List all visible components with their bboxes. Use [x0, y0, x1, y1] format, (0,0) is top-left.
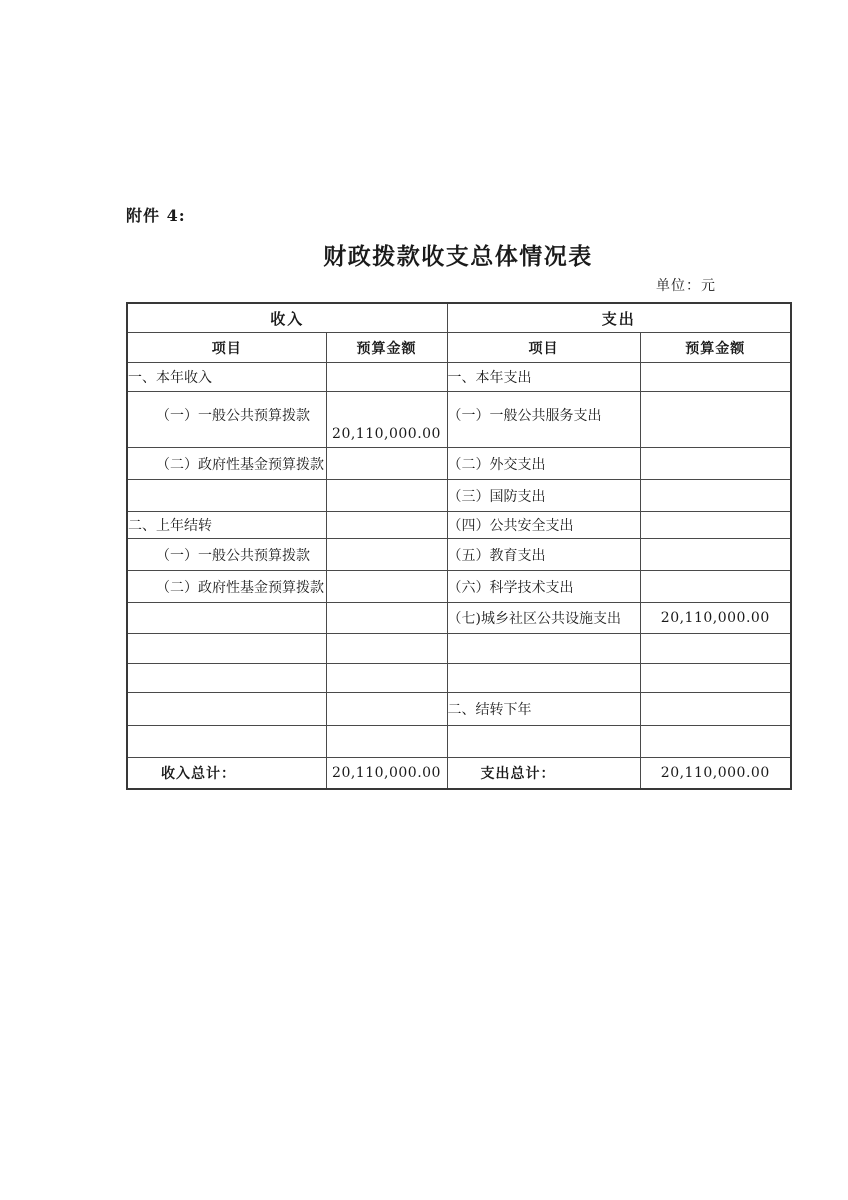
totals-row: [127, 758, 791, 790]
expense-item-cell: [447, 634, 640, 664]
income-amount-cell: [326, 571, 447, 603]
expense-item-cell: （七)城乡社区公共设施支出: [447, 603, 640, 634]
table-row: [127, 539, 791, 571]
section-header-row: [127, 303, 791, 333]
expense-amount-cell: [640, 664, 791, 693]
income-total-label: 收入总计：: [127, 758, 326, 790]
expense-amount-cell: 20,110,000.00: [640, 603, 791, 634]
income-item-cell: [127, 480, 326, 512]
budget-table: [126, 302, 792, 790]
table-row: [127, 603, 791, 634]
table-row: [127, 571, 791, 603]
table-row: [127, 480, 791, 512]
attachment-label: 附件 4:: [126, 206, 186, 225]
income-amount-cell: [326, 693, 447, 726]
income-amount-cell: [326, 539, 447, 571]
expense-amount-cell: [640, 693, 791, 726]
income-item-cell: [127, 634, 326, 664]
table-row: [127, 634, 791, 664]
table-row: [127, 448, 791, 480]
unit-note: 单位：元: [656, 278, 716, 294]
income-item-column-header: 项目: [127, 333, 326, 363]
page-title: 财政拨款收支总体情况表: [323, 243, 593, 270]
expense-amount-column-header: 预算金额: [640, 333, 791, 363]
income-total-amount: 20,110,000.00: [326, 758, 447, 790]
expense-item-cell: [447, 726, 640, 758]
table-row: [127, 363, 791, 392]
income-amount-cell: [326, 448, 447, 480]
income-item-cell: （二）政府性基金预算拨款: [127, 571, 326, 603]
income-amount-cell: 20,110,000.00: [326, 392, 447, 448]
income-item-cell: [127, 664, 326, 693]
income-item-cell: [127, 693, 326, 726]
expense-total-amount: 20,110,000.00: [640, 758, 791, 790]
expense-total-label: 支出总计：: [447, 758, 640, 790]
expense-item-cell: （四）公共安全支出: [447, 512, 640, 539]
column-header-row: [127, 333, 791, 363]
income-item-cell: [127, 726, 326, 758]
income-item-cell: （一）一般公共预算拨款: [127, 392, 326, 448]
expense-amount-cell: [640, 539, 791, 571]
expense-amount-cell: [640, 480, 791, 512]
income-amount-cell: [326, 512, 447, 539]
income-item-cell: [127, 603, 326, 634]
income-item-cell: （一）一般公共预算拨款: [127, 539, 326, 571]
expense-amount-cell: [640, 392, 791, 448]
expense-amount-cell: [640, 571, 791, 603]
expense-item-cell: （一）一般公共服务支出: [447, 392, 640, 448]
expense-amount-cell: [640, 726, 791, 758]
income-section-header: 收入: [127, 303, 447, 333]
income-amount-cell: [326, 363, 447, 392]
income-amount-cell: [326, 480, 447, 512]
expense-item-cell: （三）国防支出: [447, 480, 640, 512]
income-amount-cell: [326, 726, 447, 758]
income-item-cell: （二）政府性基金预算拨款: [127, 448, 326, 480]
expense-amount-cell: [640, 634, 791, 664]
expense-item-cell: 一、本年支出: [447, 363, 640, 392]
expense-item-cell: （二）外交支出: [447, 448, 640, 480]
table-row: [127, 726, 791, 758]
expense-item-cell: （六）科学技术支出: [447, 571, 640, 603]
expense-amount-cell: [640, 512, 791, 539]
table-row: [127, 664, 791, 693]
income-amount-cell: [326, 634, 447, 664]
income-amount-cell: [326, 664, 447, 693]
income-item-cell: 一、本年收入: [127, 363, 326, 392]
table-row: [127, 512, 791, 539]
income-amount-cell: [326, 603, 447, 634]
expense-amount-cell: [640, 363, 791, 392]
expense-amount-cell: [640, 448, 791, 480]
expenditure-section-header: 支出: [447, 303, 791, 333]
income-amount-column-header: 预算金额: [326, 333, 447, 363]
expense-item-column-header: 项目: [447, 333, 640, 363]
income-item-cell: 二、上年结转: [127, 512, 326, 539]
expense-item-cell: [447, 664, 640, 693]
expense-item-cell: （五）教育支出: [447, 539, 640, 571]
table-row: [127, 693, 791, 726]
expense-item-cell: 二、结转下年: [447, 693, 640, 726]
table-row: [127, 392, 791, 448]
